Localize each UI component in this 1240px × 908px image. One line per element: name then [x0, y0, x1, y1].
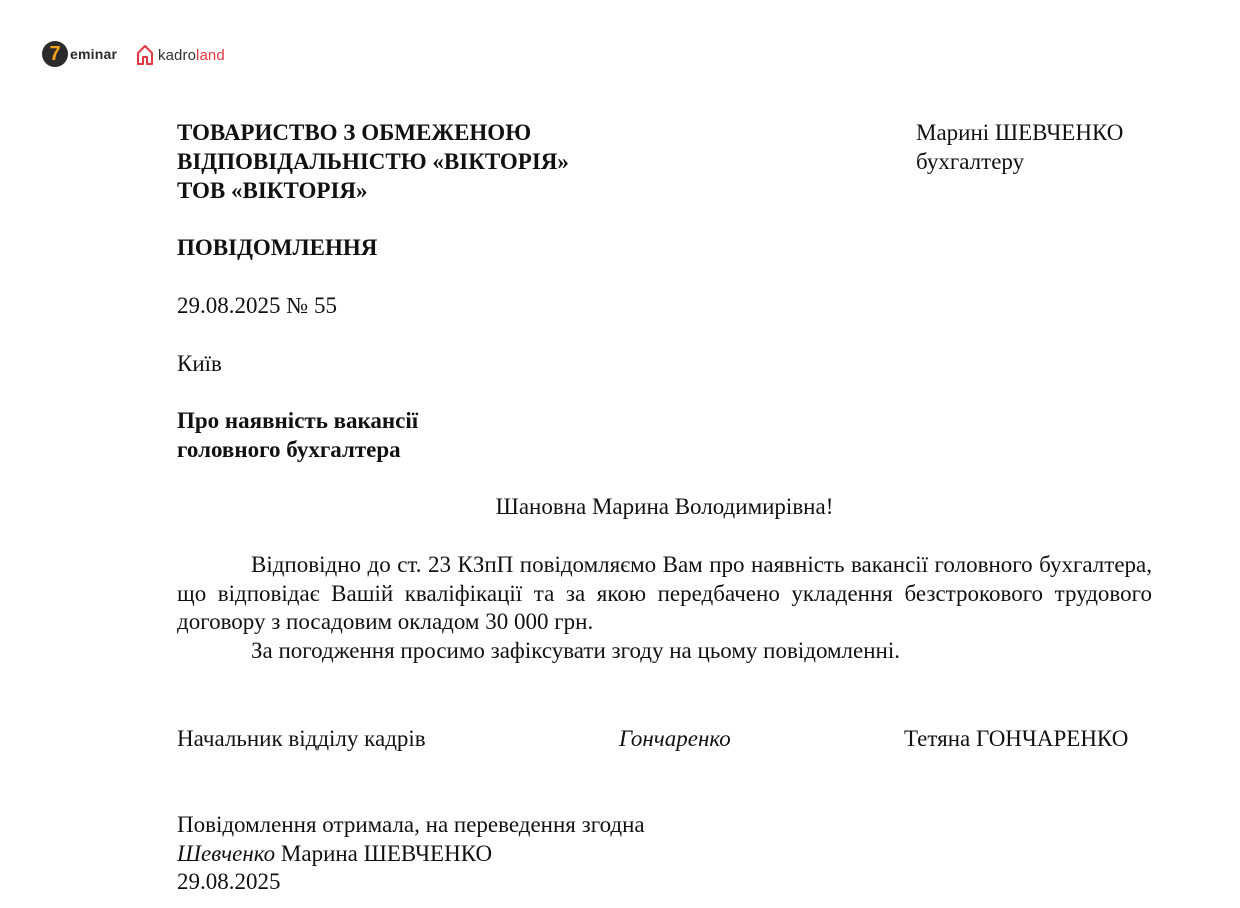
- signatory-name: Тетяна ГОНЧАРЕНКО: [904, 726, 1129, 751]
- kadroland-logo-word: [158, 47, 225, 64]
- company-short-name: ТОВ «ВІКТОРІЯ»: [177, 178, 368, 203]
- document-city: Київ: [177, 351, 222, 376]
- company-name-line2: ВІДПОВІДАЛЬНІСТЮ «ВІКТОРІЯ»: [177, 149, 569, 174]
- body-paragraph-2: За погодження просимо зафіксувати згоду на цьому повідомленні.: [251, 638, 900, 663]
- acknowledgment-date: 29.08.2025: [177, 869, 281, 894]
- subject-line2: головного бухгалтера: [177, 437, 401, 462]
- addressee-position: бухгалтеру: [916, 149, 1025, 174]
- handwritten-signature: Гончаренко: [619, 726, 731, 751]
- document-date-number: 29.08.2025 № 55: [177, 293, 337, 318]
- document-type: ПОВІДОМЛЕННЯ: [177, 235, 378, 260]
- seminar-logo-word: eminar: [70, 46, 118, 62]
- kadroland-logo: [136, 43, 225, 67]
- kadroland-word-part1: kadro: [158, 46, 197, 64]
- signatory-position: Начальник відділу кадрів: [177, 726, 426, 751]
- acknowledgment-text: Повідомлення отримала, на переведення згодна: [177, 812, 645, 837]
- addressee-name: Марині ШЕВЧЕНКО: [916, 120, 1124, 145]
- greeting: Шановна Марина Володимирівна!: [495, 494, 834, 519]
- acknowledgment-signature-line: [177, 839, 492, 868]
- kadroland-house-icon: [136, 44, 154, 66]
- kadroland-word-part2: land: [196, 46, 225, 64]
- seminar-logo-seven: 7: [49, 43, 61, 65]
- company-name-line1: ТОВАРИСТВО З ОБМЕЖЕНОЮ: [177, 120, 532, 145]
- acknowledgment-handwritten: Шевченко: [177, 841, 276, 866]
- seminar-logo-mark: [42, 41, 68, 67]
- body-paragraph-1: Відповідно до ст. 23 КЗпП повідомляємо Вам про наявність вакансії головного бухгалтера, що відповідає Вашій кваліфікації та за якою передбачено укладення безстрокового трудового договору з посадовим окладом 30 000 грн.: [177, 552, 1152, 634]
- subject-line1: Про наявність вакансії: [177, 408, 419, 433]
- seminar-logo: [42, 40, 117, 68]
- acknowledgment-name: Марина ШЕВЧЕНКО: [280, 841, 493, 866]
